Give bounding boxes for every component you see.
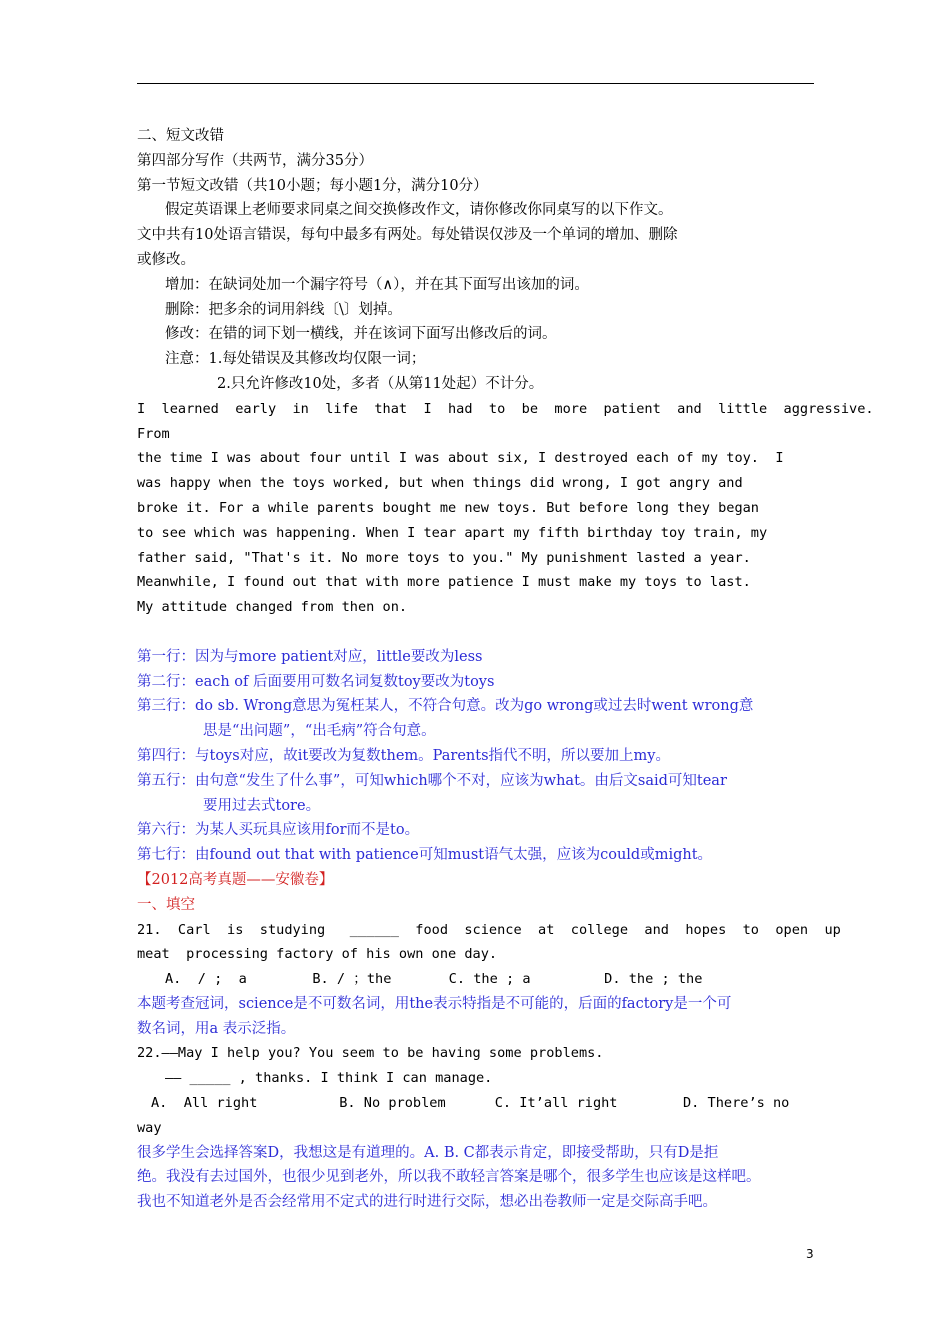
passage-line: From	[137, 425, 170, 442]
rule-delete: 删除：把多余的词用斜线〔\〕划掉。	[165, 301, 402, 318]
exam-header: 【2012高考真题——安徽卷】	[137, 871, 334, 888]
q22-options: A. All right B. No problem C. It’all right D. There’s no	[151, 1095, 790, 1112]
blank-line	[137, 620, 817, 645]
answer-line-continued: 思是“出问题”，“出毛病”符合句意。	[203, 723, 436, 740]
rule-modify: 修改：在错的词下划一横线，并在该词下面写出修改后的词。	[165, 326, 557, 343]
q22-explanation: 绝。我没有去过国外，也很少见到老外，所以我不敢轻言答案是哪个，很多学生也应该是这样吧。	[137, 1169, 761, 1186]
section-title: 二、短文改错	[137, 128, 224, 144]
passage-line: the time I was about four until I was about six, I destroyed each of my toy. I	[137, 450, 784, 467]
answer-line: 第一行：因为与more patient对应，little要改为less	[137, 648, 483, 665]
q22-explanation: 很多学生会选择答案D，我想这是有道理的。A. B. C都表示肯定，即接受帮助，只有D是拒	[137, 1144, 719, 1161]
answer-line: 第七行：由found out that with patience可知must语气太强，应该为could或might。	[137, 847, 713, 864]
answer-line: 第二行：each of 后面要用可数名词复数toy要改为toys	[137, 673, 495, 690]
passage-line: My attitude changed from then on.	[137, 599, 408, 616]
document-body	[137, 124, 874, 1215]
instruction-line: 或修改。	[137, 251, 195, 268]
passage-line: father said, "That's it. No more toys to you." My punishment lasted a year.	[137, 549, 751, 566]
q22-explanation: 我也不知道老外是否会经常用不定式的进行时进行交际，想必出卷教师一定是交际高手吧。	[137, 1194, 717, 1211]
sub-title: 第一节短文改错（共10小题；每小题1分，满分10分）	[137, 177, 488, 194]
rule-add: 增加：在缺词处加一个漏字符号（∧），并在其下面写出该加的词。	[165, 276, 589, 293]
fill-title: 一、填空	[137, 896, 195, 913]
q22-stem: 22.——May I help you? You seem to be having some problems.	[137, 1045, 604, 1062]
answer-line: 第六行：为某人买玩具应该用for而不是to。	[137, 822, 420, 839]
rule-note-2: 2.只允许修改10处，多者（从第11处起）不计分。	[217, 375, 544, 392]
passage-line: Meanwhile, I found out that with more patience I must make my toys to last.	[137, 574, 751, 591]
q21-stem: meat processing factory of his own one day.	[137, 946, 498, 963]
passage-line: broke it. For a while parents bought me new toys. But before long they began	[137, 499, 759, 516]
passage-line: to see which was happening. When I tear apart my fifth birthday toy train, my	[137, 524, 768, 541]
q22-stem: —— _____ , thanks. I think I can manage.	[165, 1070, 493, 1087]
instruction-line: 假定英语课上老师要求同桌之间交换修改作文，请你修改你同桌写的以下作文。	[165, 202, 673, 219]
q22-options-wrap: way	[137, 1119, 162, 1136]
page-number: 3	[806, 1247, 814, 1261]
answer-line: 第五行：由句意“发生了什么事”，可知which哪个不对，应该为what。由后文said可知tear	[137, 772, 727, 789]
answer-line-continued: 要用过去式tore。	[203, 797, 321, 814]
q21-stem: 21. Carl is studying ______ food science at college and hopes to open up	[137, 921, 841, 938]
passage-line: was happy when the toys worked, but when things did wrong, I got angry and	[137, 475, 743, 492]
passage-line: I learned early in life that I had to be more patient and little aggressive.	[137, 400, 874, 417]
q21-explanation: 数名词，用a 表示泛指。	[137, 1020, 296, 1037]
q21-options: A. / ; a B. / ；the C. the ; a D. the ; the	[165, 971, 703, 988]
instruction-line: 文中共有10处语言错误，每句中最多有两处。每处错误仅涉及一个单词的增加、删除	[137, 227, 678, 244]
rule-note-1: 注意：1.每处错误及其修改均仅限一词；	[165, 351, 426, 368]
part-title: 第四部分写作（共两节，满分35分）	[137, 152, 373, 169]
header-rule	[137, 83, 814, 84]
q21-explanation: 本题考查冠词，science是不可数名词，用the表示特指是不可能的，后面的factory是一个可	[137, 995, 732, 1012]
answer-line: 第三行：do sb. Wrong意思为冤枉某人，不符合句意。改为go wrong或过去时went wrong意	[137, 698, 754, 715]
answer-line: 第四行：与toys对应，故it要改为复数them。Parents指代不明，所以要加上my。	[137, 747, 670, 764]
